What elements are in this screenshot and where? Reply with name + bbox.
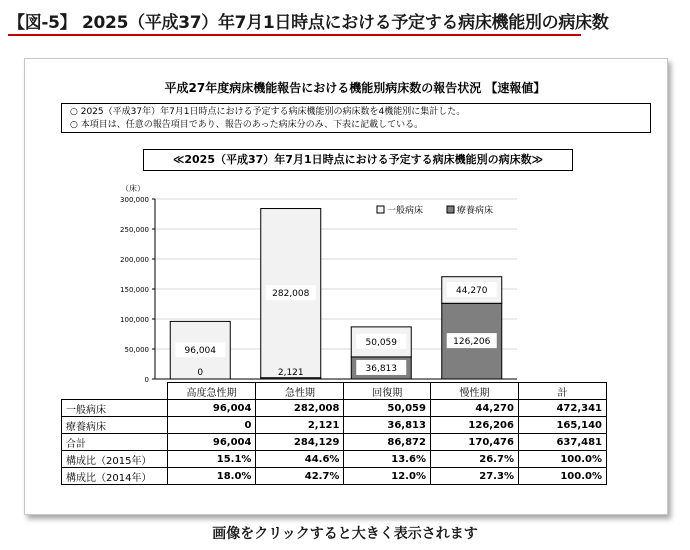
y-tick-label: 150,000 (120, 286, 149, 294)
note-line: ○ 本項目は、任意の報告項目であり、報告のあった病床分のみ、下表に記載している。 (70, 120, 424, 130)
row-label: 構成比（2014年） (62, 468, 168, 485)
legend-swatch (377, 206, 384, 213)
column-header: 慢性期 (430, 383, 518, 400)
data-label-ippan: 96,004 (184, 346, 216, 357)
table-cell: 165,140 (518, 417, 606, 434)
table-cell: 2,121 (256, 417, 344, 434)
data-label-ippan: 50,059 (365, 337, 397, 348)
table-row (62, 417, 607, 434)
table-row (62, 434, 607, 451)
row-label: 一般病床 (62, 400, 168, 417)
column-header: 急性期 (256, 383, 344, 400)
table-cell: 44,270 (430, 400, 518, 417)
figure-card[interactable] (24, 58, 668, 515)
column-header: 計 (518, 383, 606, 400)
row-label: 療養病床 (62, 417, 168, 434)
legend-label: 療養病床 (457, 206, 494, 216)
table-row (62, 468, 607, 485)
table-cell: 100.0% (518, 468, 606, 485)
table-cell: 284,129 (256, 434, 344, 451)
table-cell: 36,813 (344, 417, 431, 434)
table-cell: 472,341 (518, 400, 606, 417)
table-cell: 27.3% (430, 468, 518, 485)
table-cell: 170,476 (430, 434, 518, 451)
row-label: 合計 (62, 434, 168, 451)
table-cell: 12.0% (344, 468, 431, 485)
y-tick-label: 200,000 (120, 256, 149, 264)
table-cell: 26.7% (430, 451, 518, 468)
data-label-ippan: 282,008 (272, 289, 310, 300)
report-title: 平成27年度病床機能報告における機能別病床数の報告状況 【速報値】 (164, 81, 546, 95)
table-cell: 126,206 (430, 417, 518, 434)
y-tick-label: 0 (144, 376, 149, 384)
y-axis-label: （床） (121, 184, 145, 193)
y-tick-label: 300,000 (120, 196, 149, 204)
data-label-ryoyo: 0 (197, 368, 204, 378)
y-tick-label: 100,000 (120, 316, 149, 324)
column-header: 回復期 (344, 383, 431, 400)
table-cell: 100.0% (518, 451, 606, 468)
table-cell: 282,008 (256, 400, 344, 417)
legend-label: 一般病床 (387, 206, 424, 216)
table-row (62, 451, 607, 468)
table-cell: 44.6% (256, 451, 344, 468)
table-header-row (62, 383, 607, 400)
table-cell: 637,481 (518, 434, 606, 451)
data-label-ryoyo: 36,813 (365, 363, 397, 374)
table-cell: 0 (167, 417, 256, 434)
table-corner (62, 383, 168, 400)
table-cell: 96,004 (167, 400, 256, 417)
row-label: 構成比（2015年） (62, 451, 168, 468)
table-cell: 13.6% (344, 451, 431, 468)
table-cell: 18.0% (167, 468, 256, 485)
chart-title: ≪2025（平成37）年7月1日時点における予定する病床機能別の病床数≫ (143, 149, 573, 171)
data-label-ryoyo: 2,121 (277, 368, 304, 378)
legend (377, 204, 493, 216)
y-tick-label: 50,000 (124, 346, 149, 354)
column-header: 高度急性期 (167, 383, 256, 400)
data-label-ippan: 44,270 (456, 285, 488, 296)
table-cell: 42.7% (256, 468, 344, 485)
bar-chart (25, 59, 667, 389)
data-table (61, 382, 607, 485)
data-label-ryoyo: 126,206 (453, 337, 491, 348)
table-cell: 96,004 (167, 434, 256, 451)
table-cell: 86,872 (344, 434, 431, 451)
legend-swatch (447, 206, 454, 213)
table-cell: 50,059 (344, 400, 431, 417)
y-tick-label: 250,000 (120, 226, 149, 234)
click-to-enlarge-caption: 画像をクリックすると大きく表示されます (212, 526, 478, 542)
title-rule (8, 34, 581, 36)
table-row (62, 400, 607, 417)
bar-layer (170, 209, 502, 379)
page-title: 【図-5】 2025（平成37）年7月1日時点における予定する病床機能別の病床数 (8, 13, 609, 33)
table-cell: 15.1% (167, 451, 256, 468)
note-line: ○ 2025（平成37年）年7月1日時点における予定する病床機能別の病床数を4機能別に集計した。 (70, 107, 466, 117)
